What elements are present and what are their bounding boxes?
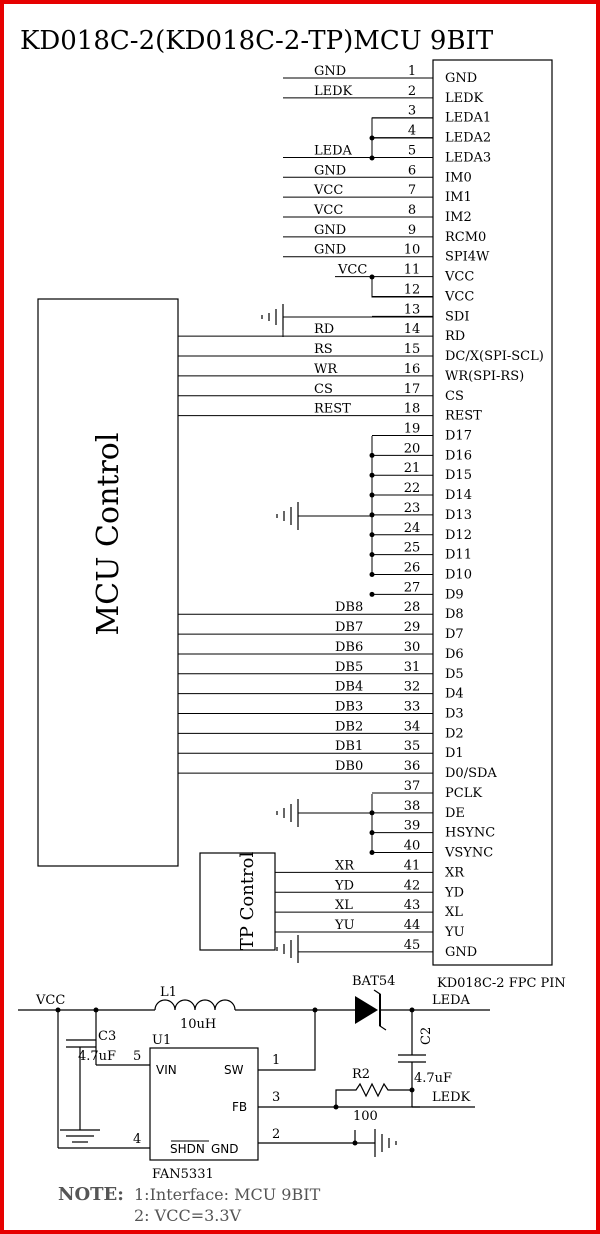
pin-number: 1 xyxy=(407,64,417,79)
pin-name: LEDK xyxy=(445,90,484,106)
sw-wire xyxy=(258,1010,315,1070)
net-label: GND xyxy=(314,64,347,79)
pin-number: 43 xyxy=(403,898,421,914)
pin-name: D2 xyxy=(445,726,464,742)
junction-dot xyxy=(370,275,375,280)
cap-c3-value: 4.7uF xyxy=(78,1049,117,1064)
pin-name: YD xyxy=(445,885,465,901)
pin-number: 41 xyxy=(403,858,421,874)
inductor-icon xyxy=(155,1000,235,1010)
ledk-label: LEDK xyxy=(432,1090,471,1105)
pin-name: D3 xyxy=(445,706,464,722)
pin-number: 17 xyxy=(403,381,421,397)
net-label: VCC xyxy=(314,203,344,219)
mcu-control-label: MCU Control xyxy=(91,432,126,636)
ic-pin-fb: FB xyxy=(232,1100,248,1114)
pin-name: DC/X(SPI-SCL) xyxy=(445,349,544,365)
junction-dot xyxy=(370,156,375,161)
pin-name: SDI xyxy=(445,309,470,325)
pin-name: HSYNC xyxy=(445,825,496,841)
net-label: YD xyxy=(335,878,355,894)
pin-name: IM0 xyxy=(445,170,472,186)
ic-pin-2: 2 xyxy=(272,1127,281,1142)
pin-rows xyxy=(178,64,544,960)
pin-number: 10 xyxy=(403,242,421,258)
pin-name: REST xyxy=(445,408,482,424)
pin-name: GND xyxy=(445,944,478,960)
pin-name: LEDA3 xyxy=(445,150,492,166)
pin-number: 6 xyxy=(407,163,417,179)
note-line-2: 2: VCC=3.3V xyxy=(134,1206,242,1225)
net-label: XR xyxy=(335,858,355,874)
ic-pin-sw: SW xyxy=(224,1063,244,1077)
net-label: RS xyxy=(314,342,333,358)
ic-name: FAN5331 xyxy=(152,1167,214,1182)
leda-label: LEDA xyxy=(432,993,470,1008)
res-value: 100 xyxy=(353,1109,378,1124)
pin-number: 32 xyxy=(403,679,421,695)
pin-number: 7 xyxy=(407,183,417,199)
ic-ref: U1 xyxy=(152,1033,172,1048)
pin-name: D1 xyxy=(445,746,464,762)
vcc-label: VCC xyxy=(36,993,66,1008)
net-label: REST xyxy=(314,401,351,417)
pin-number: 38 xyxy=(403,798,421,814)
pin-number: 45 xyxy=(403,937,421,953)
pin-name: VCC xyxy=(445,289,475,305)
pin-name: D12 xyxy=(445,527,472,543)
pin-name: DE xyxy=(445,805,465,821)
pin-number: 37 xyxy=(403,778,421,794)
junction-dot xyxy=(370,592,375,597)
net-label: DB8 xyxy=(335,600,364,616)
diagram-title: KD018C-2(KD018C-2-TP)MCU 9BIT xyxy=(20,26,494,56)
pin-number: 16 xyxy=(403,361,421,377)
pin-name: LEDA1 xyxy=(445,110,492,126)
leda-tie-top xyxy=(372,118,433,138)
pin-name: D7 xyxy=(445,627,464,643)
pin-name: GND xyxy=(445,71,478,86)
cap-c3-ref: C3 xyxy=(98,1029,117,1044)
pin-number: 15 xyxy=(403,342,421,358)
pin-number: 39 xyxy=(403,818,421,834)
cap-c2-value: 4.7uF xyxy=(414,1071,453,1086)
tp-control-label: TP Control xyxy=(237,851,258,951)
net-label: GND xyxy=(314,222,347,238)
net-label: DB7 xyxy=(335,620,364,636)
net-label: YU xyxy=(335,917,355,933)
pin-number: 44 xyxy=(403,917,421,933)
net-label: GND xyxy=(314,163,347,179)
resistor-icon xyxy=(336,1084,412,1107)
net-label: DB5 xyxy=(335,659,364,675)
net-label: XL xyxy=(335,898,353,914)
ground-icon xyxy=(277,935,298,963)
net-label: DB6 xyxy=(335,639,364,655)
pin-number: 11 xyxy=(403,262,421,278)
inductor-value: 10uH xyxy=(180,1017,217,1032)
pin-number: 14 xyxy=(403,322,421,338)
pin-name: D15 xyxy=(445,468,472,484)
net-label: DB4 xyxy=(335,679,364,695)
net-label: VCC xyxy=(314,183,344,199)
pin-number: 36 xyxy=(403,759,421,775)
pin-name: D16 xyxy=(445,448,472,464)
pin-number: 30 xyxy=(403,639,421,655)
ic-pin-4: 4 xyxy=(133,1132,142,1147)
pin-name: D17 xyxy=(445,428,472,444)
inductor-ref: L1 xyxy=(160,985,177,1000)
cap-c2-ref: C2 xyxy=(419,1026,434,1045)
net-label: DB1 xyxy=(335,739,364,755)
pin-number: 4 xyxy=(407,123,417,139)
net-label: RD xyxy=(314,322,335,338)
net-label: LEDK xyxy=(314,83,353,99)
pin-number: 27 xyxy=(403,580,421,596)
net-label: DB0 xyxy=(335,759,364,775)
pin-name: D5 xyxy=(445,666,464,682)
diode-icon xyxy=(355,996,378,1024)
pin-name: VSYNC xyxy=(445,845,494,861)
pin-number: 34 xyxy=(403,719,421,735)
connector-caption: KD018C-2 FPC PIN xyxy=(437,976,566,991)
pin-name: D6 xyxy=(445,646,464,662)
pin-name: XL xyxy=(445,905,463,921)
pin-name: WR(SPI-RS) xyxy=(445,368,525,384)
ground-icon xyxy=(277,502,298,530)
ic-pin-1: 1 xyxy=(272,1053,281,1068)
pin-number: 19 xyxy=(403,421,421,437)
pin-name: RD xyxy=(445,329,466,345)
pin-number: 2 xyxy=(407,83,417,99)
pin-name: SPI4W xyxy=(445,249,490,265)
note-label: NOTE: xyxy=(58,1184,124,1205)
pin-name: PCLK xyxy=(445,785,483,801)
pin-number: 35 xyxy=(403,739,421,755)
net-label: VCC xyxy=(338,262,368,278)
pin-name: LEDA2 xyxy=(445,130,492,146)
pin-name: YU xyxy=(445,924,465,940)
net-label: CS xyxy=(314,381,333,397)
pin-name: D8 xyxy=(445,607,464,623)
pin-number: 29 xyxy=(403,620,421,636)
pin-number: 22 xyxy=(403,481,421,497)
pin-name: D0/SDA xyxy=(445,766,497,782)
pin-name: D13 xyxy=(445,507,472,523)
pin-name: XR xyxy=(445,865,465,881)
ic-pin-gnd: GND xyxy=(211,1142,239,1156)
ic-pin-vin: VIN xyxy=(156,1063,177,1077)
pin-name: D11 xyxy=(445,547,472,563)
pin-name: D9 xyxy=(445,587,464,603)
pin-name: VCC xyxy=(445,269,475,285)
pin-name: CS xyxy=(445,388,464,404)
pin-name: D10 xyxy=(445,567,472,583)
net-label: GND xyxy=(314,242,347,258)
pin-number: 28 xyxy=(403,600,421,616)
junction-dot xyxy=(370,136,375,141)
pin-number: 25 xyxy=(403,540,421,556)
pin-number: 23 xyxy=(403,500,421,516)
pin-number: 18 xyxy=(403,401,421,417)
pin-number: 13 xyxy=(403,302,421,318)
note-line-1: 1:Interface: MCU 9BIT xyxy=(134,1185,321,1204)
ground-symbols xyxy=(262,304,298,963)
net-label: DB2 xyxy=(335,719,364,735)
pin-number: 31 xyxy=(403,659,421,675)
ic-pin-5: 5 xyxy=(133,1049,142,1064)
ground-icon xyxy=(277,799,298,827)
ground-icon xyxy=(262,304,283,330)
pin-number: 42 xyxy=(403,878,421,894)
pin-name: RCM0 xyxy=(445,229,487,245)
pin-number: 5 xyxy=(407,143,417,159)
pin-number: 33 xyxy=(403,699,421,715)
pin-name: D14 xyxy=(445,488,472,504)
pin-name: IM1 xyxy=(445,190,472,206)
pin-number: 20 xyxy=(403,441,421,457)
ic-pin-3: 3 xyxy=(272,1090,281,1105)
pin-number: 12 xyxy=(403,282,421,298)
net-label: LEDA xyxy=(314,143,352,159)
net-label: DB3 xyxy=(335,699,364,715)
pin-name: IM2 xyxy=(445,210,472,226)
pin-number: 9 xyxy=(407,222,417,238)
res-ref: R2 xyxy=(352,1067,371,1082)
pin-number: 8 xyxy=(407,203,417,219)
pin-number: 24 xyxy=(403,520,421,536)
pin-number: 21 xyxy=(403,461,421,477)
pin-name: D4 xyxy=(445,686,464,702)
diode-ref: BAT54 xyxy=(352,974,396,989)
vcc-tie xyxy=(372,277,433,297)
pin-number: 26 xyxy=(403,560,421,576)
ic-pin-shdn: SHDN xyxy=(170,1142,205,1156)
net-label: WR xyxy=(314,361,338,377)
pin-number: 40 xyxy=(403,838,421,854)
pin-number: 3 xyxy=(407,103,417,119)
